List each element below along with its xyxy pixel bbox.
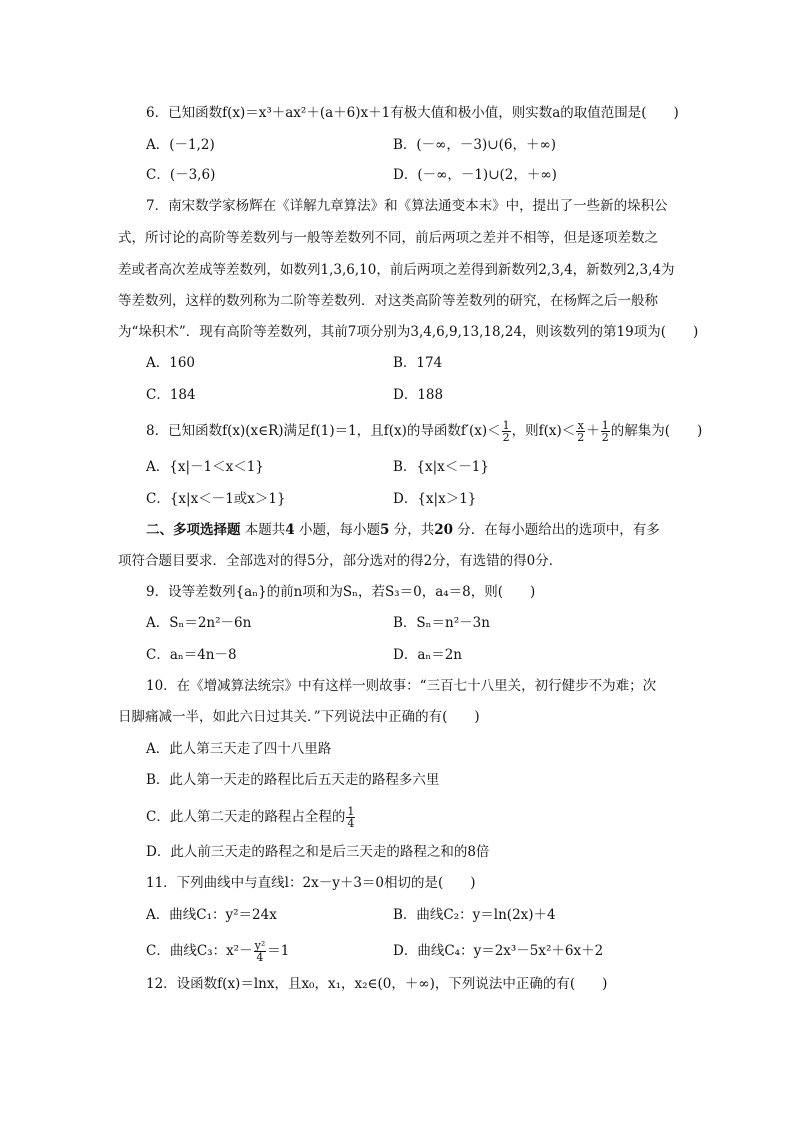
- q10-option-a: A．此人第三天走了四十八里路: [146, 741, 332, 757]
- q11-option-a: A．曲线C₁：y²＝24x: [146, 907, 277, 923]
- q7-option-d: D．188: [393, 387, 444, 403]
- section-2-rules: 项符合题目要求．全部选对的得5分，部分选对的得2分，有选错的得0分．: [118, 553, 563, 569]
- q6-stem: 6．已知函数f(x)＝x³＋ax²＋(a＋6)x＋1有极大值和极小值，则实数a的取值范围是( ): [146, 105, 679, 121]
- q8-fraction-3-denominator: 2: [601, 431, 609, 444]
- q8-stem-part-2: ，则f(x)＜: [511, 423, 576, 439]
- q7-line-1: 7．南宋数学家杨辉在《详解九章算法》和《算法通变本末》中，提出了一些新的垛积公: [146, 198, 668, 214]
- q6-option-c: C．(－3,6): [146, 167, 216, 183]
- q8-fraction-2: [576, 420, 585, 443]
- q9-stem: 9．设等差数列{aₙ}的前n项和为Sₙ，若S₃＝0，a₄＝8，则( ): [146, 584, 536, 600]
- section-2-points-total: 20: [434, 522, 453, 538]
- q11-option-c-numerator: y²: [254, 939, 266, 952]
- q8-fraction-1: [502, 420, 511, 443]
- q8-fraction-1-denominator: 2: [502, 431, 510, 444]
- q8-option-a: A．{x|－1＜x＜1}: [146, 459, 264, 475]
- section-2-text-1: 本题共: [240, 522, 286, 538]
- q10-option-d: D．此人前三天走的路程之和是后三天走的路程之和的8倍: [146, 844, 490, 860]
- section-2-title: 二、多项选择题: [146, 522, 241, 538]
- q10-option-c: [146, 806, 356, 829]
- q6-option-b: B．(－∞，－3)∪(6，＋∞): [393, 137, 556, 153]
- section-2-text-3: 分，共: [389, 522, 435, 538]
- q9-option-c: C．aₙ＝4n－8: [146, 647, 237, 663]
- q7-line-5: 为“垛积术”．现有高阶等差数列，其前7项分别为3,4,6,9,13,18,24，则该数列的第19项为( ): [118, 324, 699, 340]
- q9-option-a: A．Sₙ＝2n²－6n: [146, 615, 252, 631]
- section-2-count: 4: [285, 522, 295, 538]
- q8-stem: [146, 420, 702, 443]
- q7-option-c: C．184: [146, 387, 196, 403]
- q9-option-d: D．aₙ＝2n: [393, 647, 462, 663]
- q8-stem-part-4: 的解集为( ): [610, 423, 703, 439]
- q7-option-b: B．174: [393, 355, 443, 371]
- section-2-text-2: 小题，每小题: [294, 522, 380, 538]
- section-2-points-each: 5: [380, 522, 390, 538]
- q10-option-c-text: C．此人第二天走的路程占全程的: [146, 809, 346, 825]
- q6-option-a: A．(－1,2): [146, 137, 215, 153]
- q8-option-d: D．{x|x＞1}: [393, 491, 477, 507]
- q8-fraction-1-numerator: 1: [502, 419, 510, 432]
- q10-option-c-numerator: 1: [347, 805, 355, 818]
- q8-fraction-3: [601, 420, 610, 443]
- section-2-text-4: 分．在每小题给出的选项中，有多: [453, 522, 660, 538]
- q7-option-a: A．160: [146, 355, 196, 371]
- q12-stem: 12．设函数f(x)＝lnx，且x₀，x₁，x₂∈(0，＋∞)，下列说法中正确的有( ): [146, 976, 608, 992]
- section-2-heading: [146, 521, 660, 539]
- q11-option-d: D．曲线C₄：y＝2x³－5x²＋6x＋2: [393, 943, 604, 959]
- q8-fraction-2-numerator: x: [577, 419, 584, 432]
- q11-option-c-fraction: [254, 940, 267, 963]
- q7-line-3: 差或者高次差成等差数列，如数列1,3,6,10，前后两项之差得到新数列2,3,4，新数列2,3,4为: [118, 262, 675, 278]
- q8-fraction-2-denominator: 2: [577, 431, 585, 444]
- q10-line-1: 10．在《增减算法统宗》中有这样一则故事：“三百七十八里关，初行健步不为难；次: [146, 678, 657, 694]
- q10-line-2: 日脚痛减一半，如此六日过其关．”下列说法中正确的有( ): [118, 709, 480, 725]
- q11-option-c-text-1: C．曲线C₃：x²－: [146, 943, 253, 959]
- q11-option-c-text-2: ＝1: [267, 943, 290, 959]
- q7-line-2: 式，所讨论的高阶等差数列与一般等差数列不同，前后两项之差并不相等，但是逐项差数之: [118, 230, 658, 246]
- q11-option-c: [146, 940, 289, 963]
- q11-stem: 11．下列曲线中与直线l：2x－y＋3＝0相切的是( ): [146, 875, 476, 891]
- q11-option-b: B．曲线C₂：y＝ln(2x)＋4: [393, 907, 556, 923]
- q8-stem-part-1: 8．已知函数f(x)(x∈R)满足f(1)＝1，且f(x)的导函数f′(x)＜: [146, 423, 501, 439]
- q8-stem-part-3: ＋: [586, 423, 600, 439]
- q8-option-c: C．{x|x＜－1或x＞1}: [146, 491, 286, 507]
- q6-option-d: D．(－∞，－1)∪(2，＋∞): [393, 167, 557, 183]
- q10-option-c-denominator: 4: [347, 817, 355, 830]
- q9-option-b: B．Sₙ＝n²－3n: [393, 615, 490, 631]
- q10-option-c-fraction: [346, 806, 355, 829]
- q7-line-4: 等差数列，这样的数列称为二阶等差数列．对这类高阶等差数列的研究，在杨辉之后一般称: [118, 293, 658, 309]
- q8-option-b: B．{x|x＜－1}: [393, 459, 489, 475]
- q10-option-b: B．此人第一天走的路程比后五天走的路程多六里: [146, 772, 440, 788]
- q8-fraction-3-numerator: 1: [601, 419, 609, 432]
- q11-option-c-denominator: 4: [256, 951, 264, 964]
